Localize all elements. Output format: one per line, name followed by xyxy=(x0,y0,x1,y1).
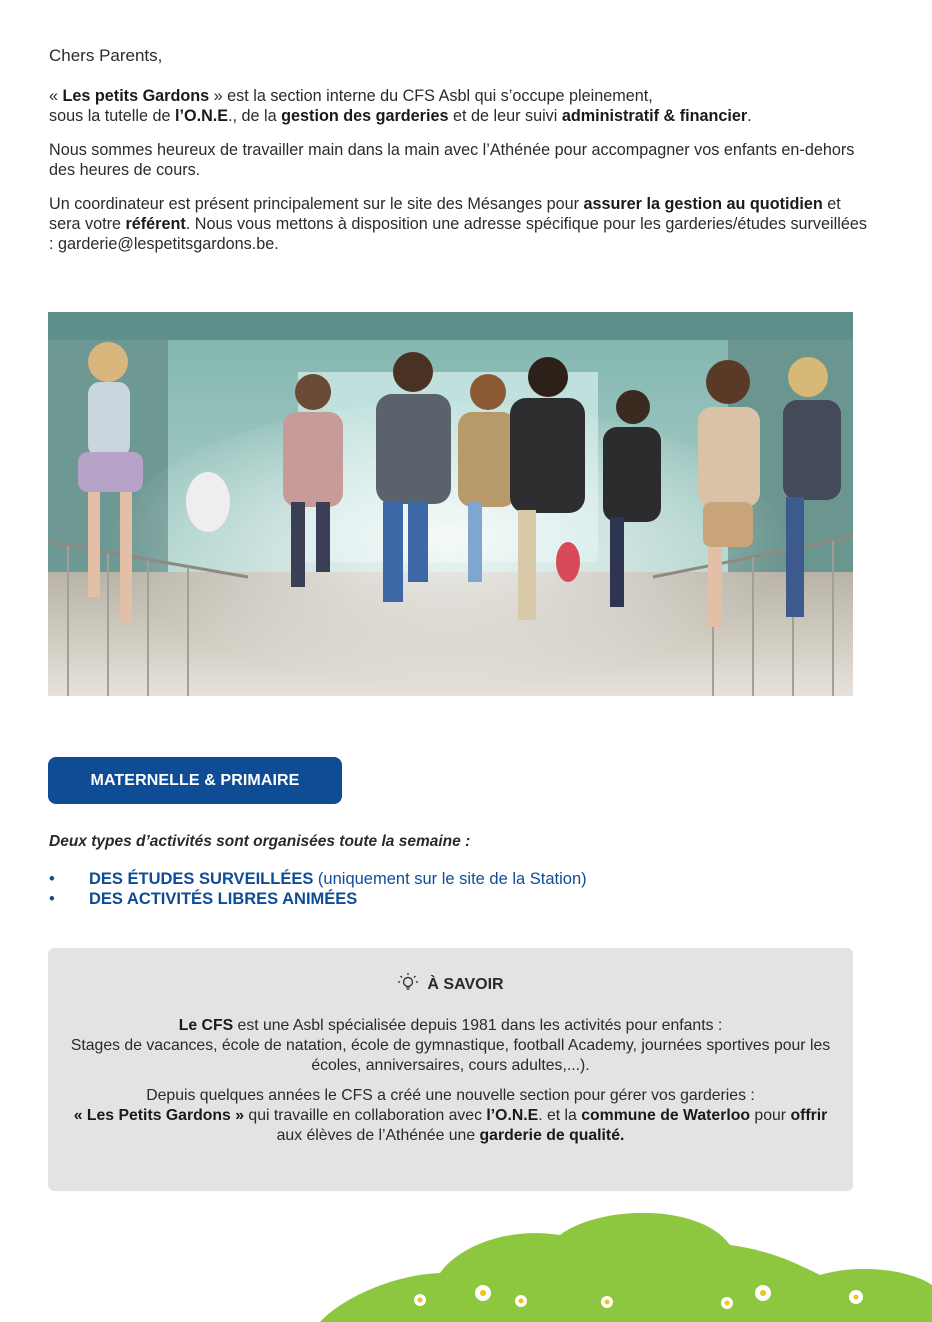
greeting: Chers Parents, xyxy=(49,46,163,65)
info-box-title: À SAVOIR xyxy=(48,972,853,994)
coordinator-paragraph: Un coordinateur est présent principalement sur le site des Mésanges pour assurer la gestion au quotidien et sera votre référent. Nous vous mettons à disposition une adresse spécifique pour les garderies/études surveillées : garderie@lespetitsgardons.be. xyxy=(49,195,867,253)
grass-hill-decoration xyxy=(0,1205,932,1322)
children-running-photo xyxy=(48,312,853,696)
bullet-mark: • xyxy=(49,870,55,888)
intro-paragraph: « Les petits Gardons » est la section interne du CFS Asbl qui s’occupe pleinement, sous la tutelle de l’O.N.E., de la gestion des garderies et de leur suivi administratif & financier. xyxy=(49,87,752,125)
lightbulb-icon xyxy=(397,972,419,994)
bullet-mark: • xyxy=(49,890,55,908)
gardons-description: Depuis quelques années le CFS a créé une nouvelle section pour gérer vos garderies : « Les Petits Gardons » qui travaille en collaboration avec l’O.N.E. et la commune de Waterloo pour offrir aux élèves de l’Athénée une garderie de qualité. xyxy=(73,1087,828,1144)
list-item: • DES ÉTUDES SURVEILLÉES (uniquement sur le site de la Station) xyxy=(49,870,587,888)
info-box xyxy=(48,948,853,1191)
activities-intro: Deux types d’activités sont organisées toute la semaine : xyxy=(49,833,471,850)
cfs-description: Le CFS est une Asbl spécialisée depuis 1981 dans les activités pour enfants : Stages de vacances, école de natation, école de gymnastique, football Academy, journées sportives pour les écoles, anniversaires, cours adultes,...). xyxy=(70,1017,831,1074)
org-name: Les petits Gardons xyxy=(62,87,210,105)
section-badge: MATERNELLE & PRIMAIRE xyxy=(48,757,342,804)
list-item: • DES ACTIVITÉS LIBRES ANIMÉES xyxy=(49,890,358,908)
partnership-paragraph: Nous sommes heureux de travailler main dans la main avec l’Athénée pour accompagner vos enfants en-dehors des heures de cours. xyxy=(49,141,855,179)
